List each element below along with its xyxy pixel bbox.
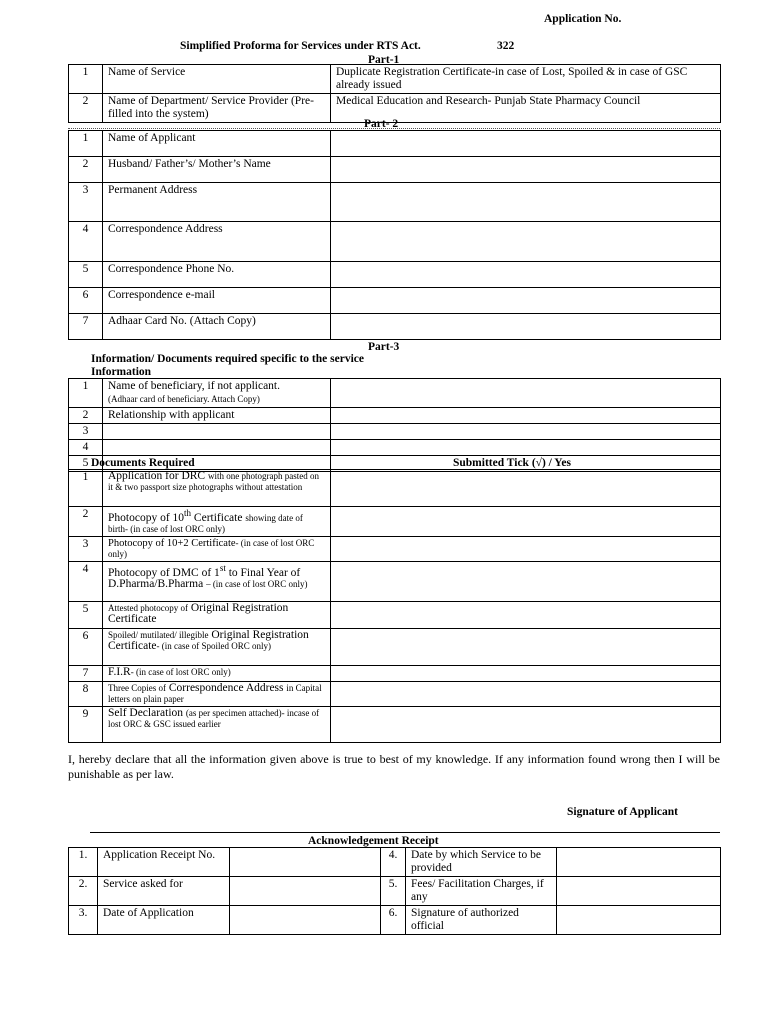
part1-table [68, 64, 721, 123]
input-cell[interactable] [331, 157, 721, 183]
table-row [69, 440, 721, 456]
information-label: Information [91, 366, 152, 378]
input-cell[interactable] [557, 848, 721, 877]
tick-cell[interactable] [331, 561, 721, 601]
table-row [69, 561, 721, 601]
field-label: Name of Department/ Service Provider (Pre-filled into the system) [103, 94, 331, 123]
table-row [69, 681, 721, 706]
table-row [69, 906, 721, 935]
receipt-table [68, 847, 721, 935]
input-cell[interactable] [331, 379, 721, 408]
field-label: Application Receipt No. [98, 848, 230, 877]
row-number: 1. [69, 848, 98, 877]
row-number: 1 [69, 65, 103, 94]
row-number: 2 [69, 94, 103, 123]
document-label: Photocopy of DMC of 1st to Final Year of D.Pharma/B.Pharma – (in case of lost ORC only) [103, 561, 331, 601]
table-row [69, 536, 721, 561]
field-value: Medical Education and Research- Punjab State Pharmacy Council [331, 94, 721, 123]
row-number: 8 [69, 681, 103, 706]
form-title: Simplified Proforma for Services under RTS Act. [180, 40, 421, 52]
field-label: Correspondence e-mail [103, 288, 331, 314]
document-label: Application for DRC with one photograph pasted on it & two passport size photographs without attestation [103, 470, 331, 507]
input-cell[interactable] [557, 877, 721, 906]
table-row [69, 424, 721, 440]
row-number: 7 [69, 314, 103, 340]
row-number: 5 [69, 262, 103, 288]
row-number: 2 [69, 408, 103, 424]
part2-table [68, 130, 721, 340]
row-number: 2. [69, 877, 98, 906]
input-cell[interactable] [331, 262, 721, 288]
row-number: 6 [69, 288, 103, 314]
row-number: 9 [69, 706, 103, 742]
table-row [69, 157, 721, 183]
document-label: Three Copies of Correspondence Address in Capital letters on plain paper [103, 681, 331, 706]
table-row [69, 379, 721, 408]
table-row [69, 706, 721, 742]
table-row [69, 408, 721, 424]
row-number: 1 [69, 131, 103, 157]
field-label: Correspondence Phone No. [103, 262, 331, 288]
table-row [69, 601, 721, 628]
field-label: Service asked for [98, 877, 230, 906]
document-label: Photocopy of 10+2 Certificate- (in case of lost ORC only) [103, 536, 331, 561]
row-number: 7 [69, 665, 103, 681]
table-row [69, 65, 721, 94]
input-cell[interactable] [331, 440, 721, 456]
row-number: 3 [69, 424, 103, 440]
table-row [69, 131, 721, 157]
tick-cell[interactable] [331, 628, 721, 665]
row-number: 5 [69, 601, 103, 628]
field-note: (Adhaar card of beneficiary. Attach Copy) [108, 394, 260, 404]
field-label: Name of beneficiary, if not applicant. [108, 380, 281, 392]
document-label: F.I.R- (in case of lost ORC only) [103, 665, 331, 681]
input-cell[interactable] [331, 288, 721, 314]
table-row [69, 848, 721, 877]
document-label: Self Declaration (as per specimen attached)- incase of lost ORC & GSC issued earlier [103, 706, 331, 742]
field-label: Date of Application [98, 906, 230, 935]
document-label: Spoiled/ mutilated/ illegible Original Registration Certificate- (in case of Spoiled ORC only) [103, 628, 331, 665]
receipt-divider [90, 832, 720, 833]
tick-cell[interactable] [331, 507, 721, 537]
application-no-label: Application No. [544, 13, 622, 25]
input-cell[interactable] [331, 408, 721, 424]
field-label: Relationship with applicant [103, 408, 331, 424]
field-label: Signature of authorized official [406, 906, 557, 935]
field-label: Name of Applicant [103, 131, 331, 157]
documents-table [68, 469, 721, 743]
input-cell[interactable] [331, 314, 721, 340]
tick-cell[interactable] [331, 470, 721, 507]
field-label: Name of Service [103, 65, 331, 94]
field-label: Husband/ Father’s/ Mother’s Name [103, 157, 331, 183]
table-row [69, 470, 721, 507]
table-row [69, 222, 721, 262]
field-label: Fees/ Facilitation Charges, if any [406, 877, 557, 906]
declaration-text: I, hereby declare that all the information given above is true to best of my knowledge. If any information found wrong then I will be punishable as per law. [68, 752, 720, 781]
table-row [69, 507, 721, 537]
tick-cell[interactable] [331, 536, 721, 561]
row-number: 1 [69, 470, 103, 507]
tick-cell[interactable] [331, 601, 721, 628]
tick-cell[interactable] [331, 681, 721, 706]
input-cell[interactable] [230, 848, 381, 877]
row-number: 4. [381, 848, 406, 877]
document-label: Attested photocopy of Original Registration Certificate [103, 601, 331, 628]
row-number: 5 [69, 456, 103, 472]
table-row [69, 183, 721, 222]
row-number: 1 [69, 379, 103, 408]
signature-label: Signature of Applicant [567, 806, 678, 818]
row-number: 4 [69, 561, 103, 601]
input-cell[interactable] [331, 183, 721, 222]
table-row [69, 665, 721, 681]
row-number: 2 [69, 157, 103, 183]
service-code: 322 [497, 40, 515, 52]
tick-heading: Submitted Tick (√) / Yes [453, 457, 571, 469]
part2-heading: Part- 2 [364, 118, 399, 130]
table-row [69, 288, 721, 314]
row-number: 5. [381, 877, 406, 906]
row-number: 3 [69, 183, 103, 222]
input-cell[interactable] [331, 222, 721, 262]
part3-heading: Part-3 [368, 341, 400, 353]
documents-heading: Documents Required [91, 457, 195, 469]
row-number: 3. [69, 906, 98, 935]
row-number: 4 [69, 222, 103, 262]
row-number: 4 [69, 440, 103, 456]
field-label: Correspondence Address [103, 222, 331, 262]
tick-cell[interactable] [331, 706, 721, 742]
table-row [69, 877, 721, 906]
part3-subheading: Information/ Documents required specific to the service [91, 353, 364, 365]
table-row [69, 314, 721, 340]
input-cell[interactable] [331, 424, 721, 440]
field-label: Adhaar Card No. (Attach Copy) [103, 314, 331, 340]
part1-heading: Part-1 [368, 54, 400, 66]
field-label: Permanent Address [103, 183, 331, 222]
input-cell[interactable] [230, 906, 381, 935]
row-number: 2 [69, 507, 103, 537]
input-cell[interactable] [557, 906, 721, 935]
receipt-heading: Acknowledgement Receipt [308, 835, 439, 847]
row-number: 6. [381, 906, 406, 935]
input-cell[interactable] [230, 877, 381, 906]
row-number: 3 [69, 536, 103, 561]
input-cell[interactable] [331, 131, 721, 157]
table-row [69, 628, 721, 665]
field-value: Duplicate Registration Certificate-in case of Lost, Spoiled & in case of GSC already issued [331, 65, 721, 94]
row-number: 6 [69, 628, 103, 665]
document-label: Photocopy of 10th Certificate showing date of birth- (in case of lost ORC only) [103, 507, 331, 537]
table-row [69, 262, 721, 288]
tick-cell[interactable] [331, 665, 721, 681]
field-label: Date by which Service to be provided [406, 848, 557, 877]
